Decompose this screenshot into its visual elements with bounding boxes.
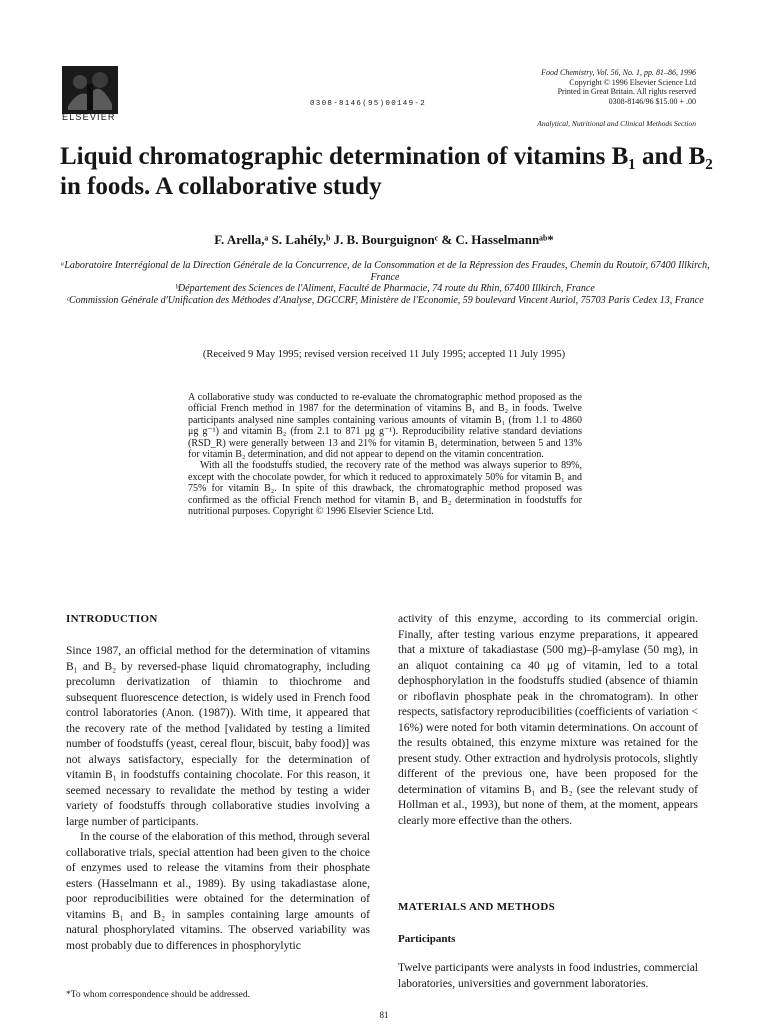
abstract-paragraph-1: A collaborative study was conducted to re-evaluate the chromatographic method proposed as the official French method in 1987 for the determination of vitamins B₁ and B₂ in foods. Twelve participants analysed nine samples containing various amounts of vitamin B₁ (from 1.1 to 4860 μg g⁻¹) and vitamin B₂ (from 2.1 to 871 μg g⁻¹). Reproducibility relative standard deviations (RSD_R) were generally between 13 and 21% for vitamin B₁ determination, between 5 and 13% for vitamin B₂ determination, and did not appear to depend on the vitamin concentration.: [188, 392, 582, 461]
affiliation-c: ᶜCommission Générale d'Unification des Méthodes d'Analyse, DGCCRF, Ministère de l'Economie, 59 boulevard Vincent Auriol, 75703 Paris Cedex 13, France: [66, 294, 704, 306]
affiliation-a: ᵃLaboratoire Interrégional de la Direction Générale de la Concurrence, de la Consommation et de la Répression des Fraudes, Chemin du Routoir, 67400 Illkirch, France: [60, 260, 710, 283]
abstract: [188, 392, 582, 517]
participants-section: [398, 961, 698, 992]
author-list: F. Arella,ᵃ S. Lahély,ᵇ J. B. Bourguignonᶜ & C. Hasselmannᵃᵇ*: [214, 232, 554, 247]
intro-paragraph-1: Since 1987, an official method for the determination of vitamins B₁ and B₂ by reversed-phase liquid chromatography, including precolumn derivatization of thiamin to thiochrome and subsequent fluorescence detection, is widely used in French food control laboratories (Anon. (1987)). With time, it appeared that the recovery rate of the method [validated by testing a limited number of foodstuffs (yeast, cereal flour, biscuit, baby food)] was not always satisfactory, especially for the determination of vitamin B₁ in foodstuffs containing chocolate. For this reason, it seemed necessary to revalidate the method by testing a wider variety of foodstuffs through collaborative studies involving a large number of participants.: [66, 645, 370, 828]
left-column: [66, 644, 370, 954]
page-number: 81: [379, 1010, 389, 1020]
journal-info: [541, 68, 696, 106]
right-paragraph: activity of this enzyme, according to its commercial origin. Finally, after testing various enzyme preparations, it appeared that a mixture of takadiastase (500 mg)–β-amylase (50 mg), in an aliquot containing ca 40 μg of vitamin, led to a total dephosphorylation in the foodstuffs studied (absence of thiamin or riboflavin phosphate peak in the chromatogram). In other respects, satisfactory reproducibilities (coefficients of variation < 16%) were noted for both vitamin determinations. On account of the results obtained, this enzyme mixture was retained for the present study. Other extraction and hydrolysis protocols, slightly different of the previous one, have been proposed for the determination of vitamins B₁ and B₂ (see the relevant study of Hollman et al., 1993), but none of them, at the moment, appears clearly more effective than the others.: [398, 613, 698, 827]
issn-code: 0308-8146(95)00149-2: [310, 100, 427, 108]
publisher-name: ELSEVIER: [62, 112, 116, 122]
affiliation-b: ᵇDépartement des Sciences de l'Aliment, Faculté de Pharmacie, 74 route du Rhin, 67400 Illkirch, France: [175, 283, 595, 295]
article-title: Liquid chromatographic determination of vitamins B₁ and B₂ in foods. A collaborative study: [60, 143, 713, 200]
elsevier-tree-icon: [62, 66, 118, 114]
introduction-heading: INTRODUCTION: [66, 613, 158, 625]
right-column: [398, 612, 698, 829]
intro-paragraph-2: In the course of the elaboration of this method, through several collaborative trials, special attention had been given to the choice of enzymes used to release the vitamins from their phosphate esters (Hasselmann et al., 1989). By using takadiastase alone, poor reproducibilities were obtained for the determination of vitamins B₁ and B₂ in samples containing large amounts of natural phosphorylated vitamins. The observed variability was most probably due to differences in phosphorylytic: [66, 831, 370, 952]
abstract-paragraph-2: With all the foodstuffs studied, the recovery rate of the method was always superior to 89%, except with the chocolate powder, for which it reduced to approximately 50% for vitamin B₁ and 75% for vitamin B₂. In spite of this drawback, the chromatographic method proposed was confirmed as the official French method for vitamin B₁ and B₂ determination in foodstuffs for nutritional purposes. Copyright © 1996 Elsevier Science Ltd.: [188, 460, 582, 518]
journal-section: Analytical, Nutritional and Clinical Methods Section: [537, 119, 696, 128]
correspondence-footnote: *To whom correspondence should be addressed.: [66, 990, 251, 1000]
received-dates: (Received 9 May 1995; revised version received 11 July 1995; accepted 11 July 1995): [202, 349, 566, 360]
participants-text: Twelve participants were analysts in food industries, commercial laboratories, universities and government laboratories.: [398, 962, 698, 990]
copyright-line: Copyright © 1996 Elsevier Science Ltd: [569, 77, 696, 87]
journal-citation: Food Chemistry, Vol. 56, No. 1, pp. 81–86, 1996: [541, 68, 696, 77]
affiliations: [60, 260, 710, 306]
printed-line: Printed in Great Britain. All rights reserved: [557, 87, 696, 97]
participants-heading: Participants: [398, 933, 456, 945]
materials-methods-heading: MATERIALS AND METHODS: [398, 901, 556, 913]
price-code: 0308-8146/96 $15.00 + .00: [608, 96, 696, 106]
